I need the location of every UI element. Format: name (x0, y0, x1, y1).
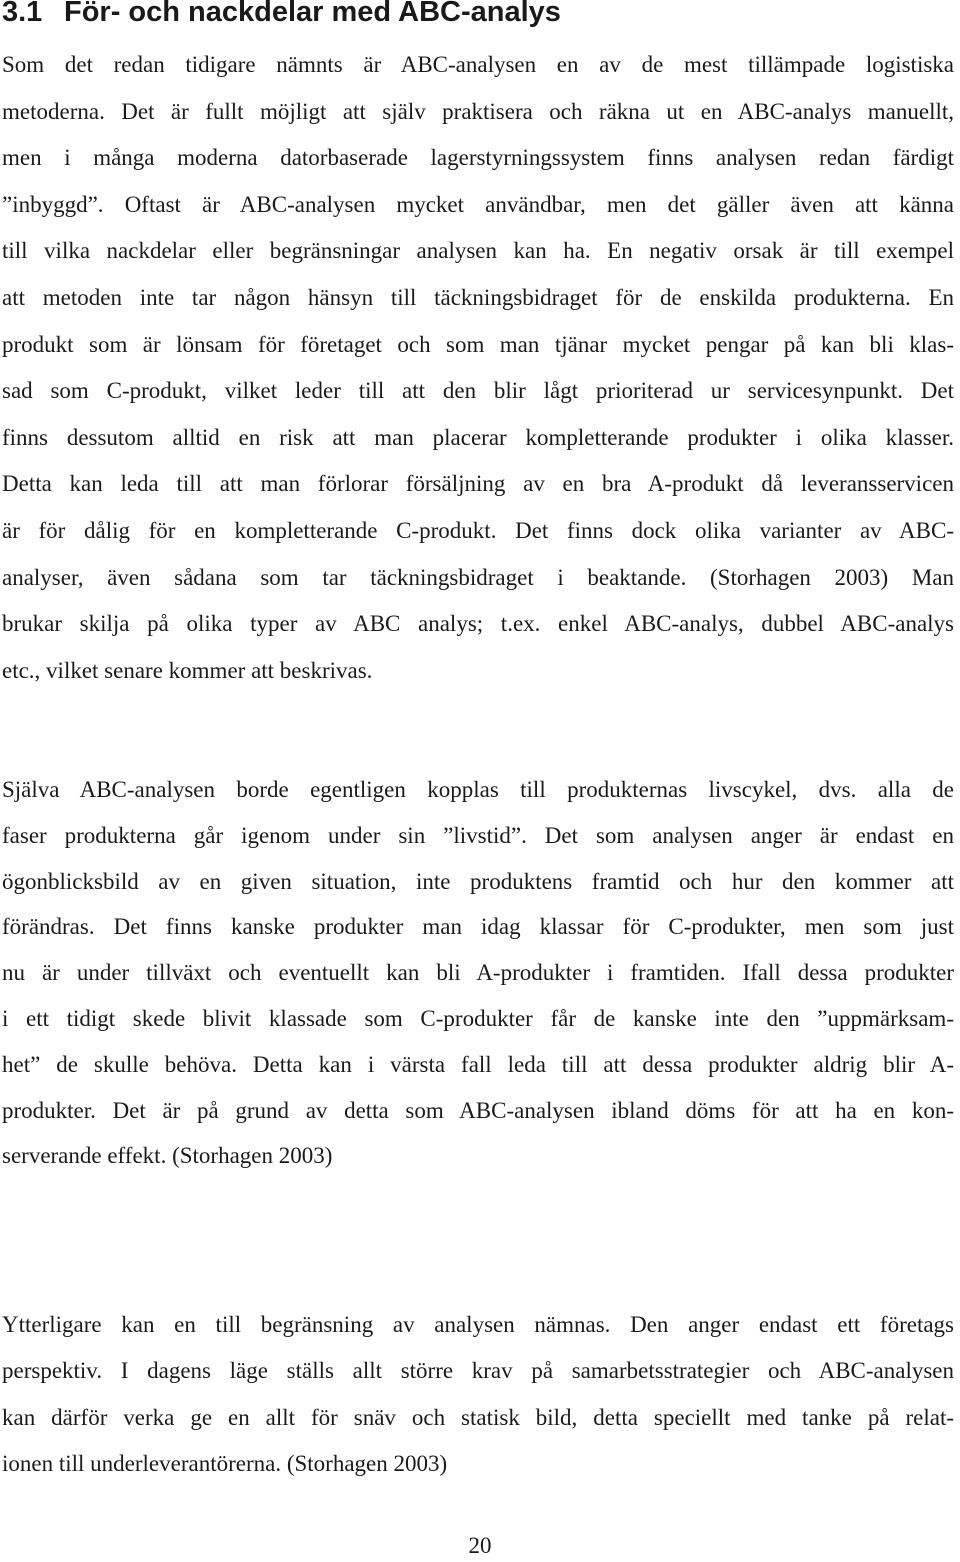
text-line: ”inbyggd”. Oftast är ABC-analysen mycket användbar, men det gäller även att känna (2, 191, 954, 217)
text-line: perspektiv. I dagens läge ställs allt större krav på samarbetsstrategier och ABC-analysen (2, 1358, 954, 1384)
text-line: ionen till underleverantörerna. (Storhagen 2003) (2, 1451, 448, 1477)
text-line: förändras. Det finns kanske produkter man idag klassar för C-produkter, men som just (2, 914, 954, 940)
section-heading (2, 0, 561, 32)
text-line: i ett tidigt skede blivit klassade som C-produkter får de kanske inte den ”uppmärksam- (2, 1005, 954, 1031)
text-line: till vilka nackdelar eller begränsningar analysen kan ha. En negativ orsak är till exempel (2, 238, 954, 264)
section-title: För- och nackdelar med ABC-analys (64, 0, 561, 28)
text-line: finns dessutom alltid en risk att man placerar kompletterande produkter i olika klasser. (2, 424, 954, 450)
text-line: produkter. Det är på grund av detta som ABC-analysen ibland döms för att ha en kon- (2, 1097, 954, 1123)
text-line: serverande effekt. (Storhagen 2003) (2, 1143, 333, 1169)
text-line: ögonblicksbild av en given situation, inte produktens framtid och hur den kommer att (2, 868, 954, 894)
text-line: Detta kan leda till att man förlorar försäljning av en bra A-produkt då leveransservicen (2, 471, 954, 497)
section-number: 3.1 (2, 0, 43, 28)
paragraph-3 (2, 1302, 954, 1488)
text-line: metoderna. Det är fullt möjligt att själv praktisera och räkna ut en ABC-analys manuellt, (2, 98, 954, 124)
text-line: nu är under tillväxt och eventuellt kan bli A-produkter i framtiden. Ifall dessa produkter (2, 960, 954, 986)
text-line: het” de skulle behöva. Detta kan i värsta fall leda till att dessa produkter aldrig blir A- (2, 1051, 954, 1077)
text-line: är för dålig för en kompletterande C-produkt. Det finns dock olika varianter av ABC- (2, 517, 954, 543)
paragraph-1 (2, 42, 954, 694)
text-line: Själva ABC-analysen borde egentligen kopplas till produkternas livscykel, dvs. alla de (2, 777, 954, 802)
page-number: 20 (468, 1533, 492, 1558)
text-line: etc., vilket senare kommer att beskrivas. (2, 657, 373, 683)
text-line: analyser, även sådana som tar täckningsbidraget i beaktande. (Storhagen 2003) Man (2, 564, 954, 590)
text-line: kan därför verka ge en allt för snäv och statisk bild, detta speciellt med tanke på relat- (2, 1404, 954, 1430)
paragraph-2 (2, 767, 954, 1179)
text-line: att metoden inte tar någon hänsyn till täckningsbidraget för de enskilda produkterna. En (2, 284, 954, 310)
text-line: produkt som är lönsam för företaget och som man tjänar mycket pengar på kan bli klas- (2, 331, 954, 357)
text-line: Ytterligare kan en till begränsning av analysen nämnas. Den anger endast ett företags (2, 1312, 954, 1337)
text-line: men i många moderna datorbaserade lagerstyrningssystem finns analysen redan färdigt (2, 145, 954, 171)
text-line: sad som C-produkt, vilket leder till att den blir lågt prioriterad ur servicesynpunkt. Det (2, 378, 954, 404)
text-line: faser produkterna går igenom under sin ”livstid”. Det som analysen anger är endast en (2, 822, 954, 848)
text-line: Som det redan tidigare nämnts är ABC-analysen en av de mest tillämpade logistiska (2, 52, 954, 77)
text-line: brukar skilja på olika typer av ABC analys; t.ex. enkel ABC-analys, dubbel ABC-analys (2, 611, 954, 637)
